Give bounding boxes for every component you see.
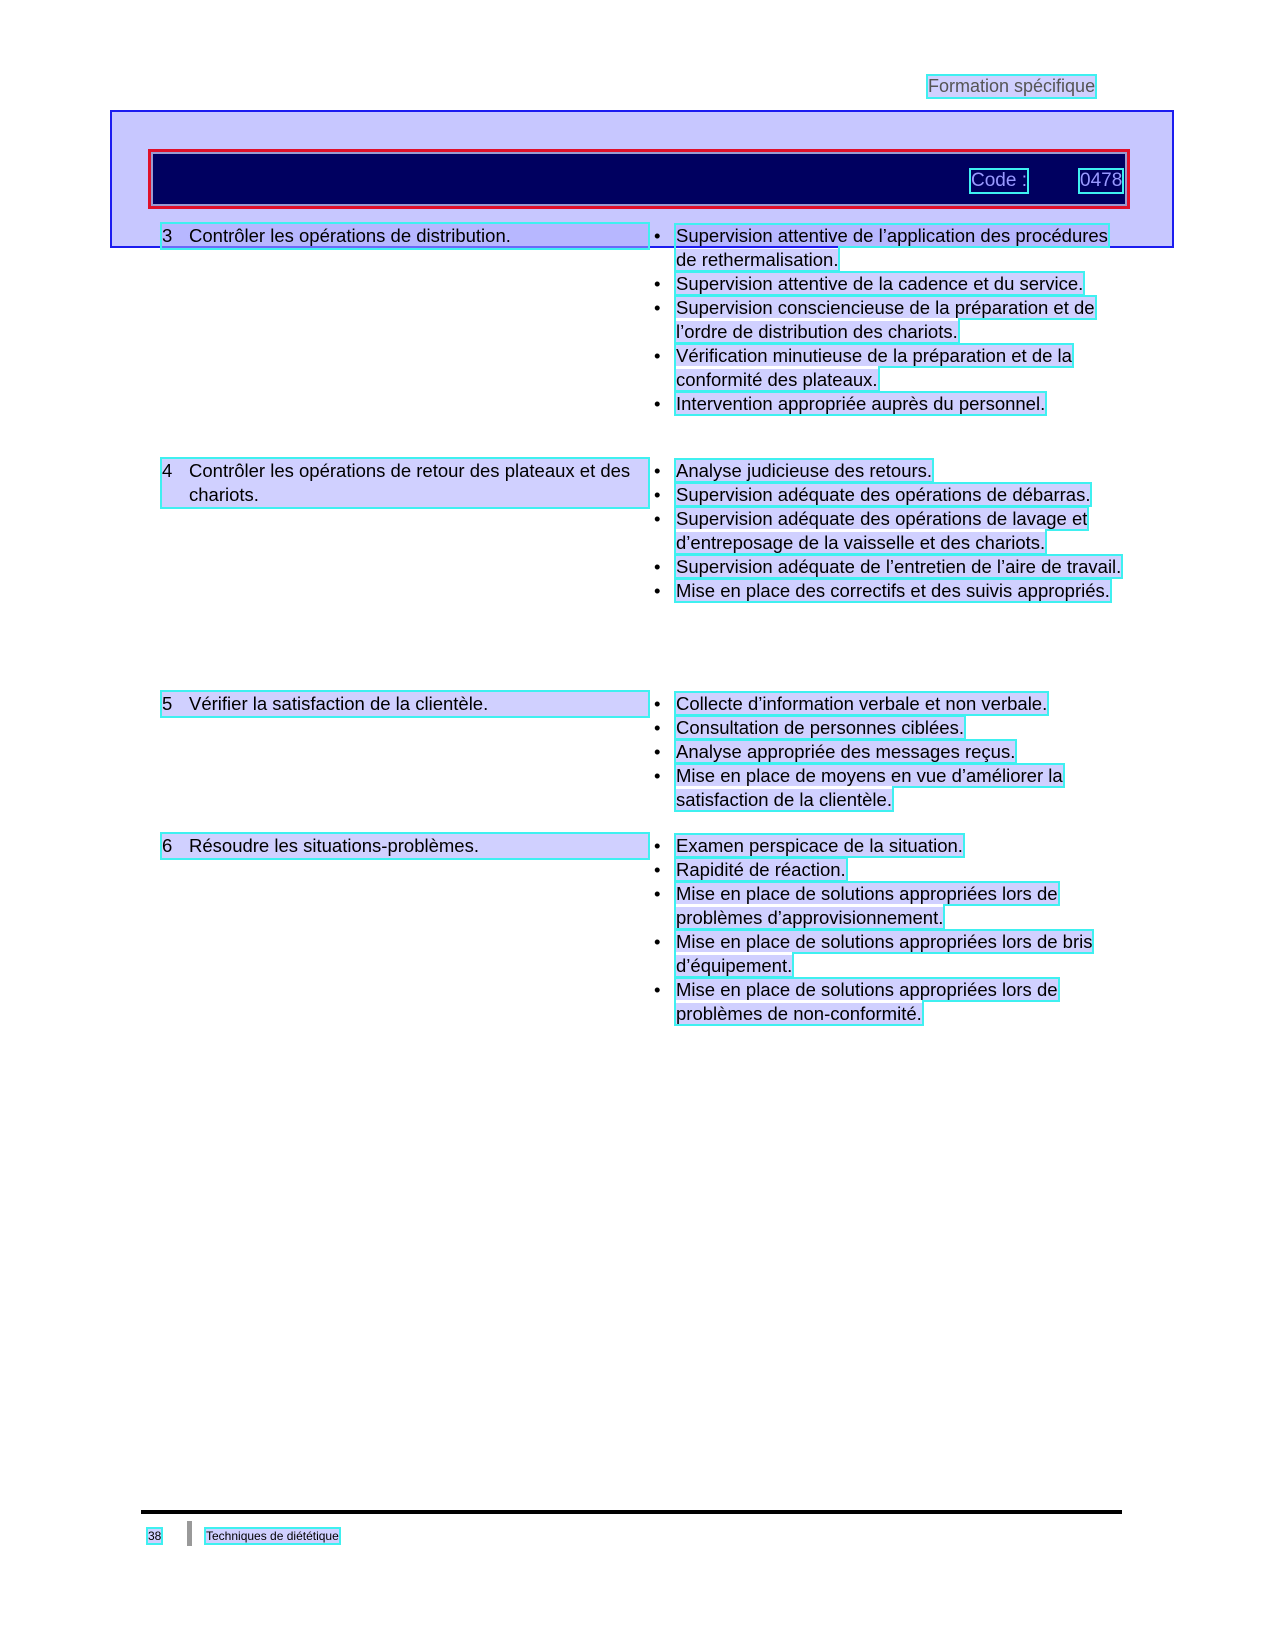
criterion-text: Analyse appropriée des messages reçus. (676, 741, 1016, 762)
criterion-item (654, 344, 1122, 392)
code-label: Code : (971, 170, 1027, 191)
criterion-item (654, 692, 1122, 716)
criterion-item (654, 224, 1122, 272)
criterion-item (654, 296, 1122, 344)
criterion-text: Supervision attentive de l’application des procédures de rethermalisation. (676, 225, 1108, 270)
bullet-icon: • (654, 273, 661, 294)
element-number: 6 (162, 835, 173, 856)
bullet-icon: • (654, 297, 661, 318)
bullet-icon: • (654, 741, 661, 762)
bullet-icon: • (654, 484, 661, 505)
criterion-item (654, 858, 1122, 882)
bullet-icon: • (654, 859, 661, 880)
code-value: 0478 (1080, 170, 1123, 191)
criterion-text: Supervision adéquate des opérations de lavage et d’entreposage de la vaisselle et des chariots. (676, 508, 1088, 553)
criterion-item (654, 459, 1122, 483)
criterion-text: Mise en place de solutions appropriées lors de problèmes d’approvisionnement. (676, 883, 1058, 928)
criterion-item (654, 579, 1122, 603)
section-header: Formation spécifique (928, 76, 1096, 96)
criterion-text: Mise en place de solutions appropriées lors de problèmes de non-conformité. (676, 979, 1058, 1024)
element-number: 4 (162, 460, 173, 481)
criterion-item (654, 716, 1122, 740)
criterion-text: Analyse judicieuse des retours. (676, 460, 933, 481)
bullet-icon: • (654, 556, 661, 577)
criterion-text: Mise en place de moyens en vue d’améliorer la satisfaction de la clientèle. (676, 765, 1063, 810)
bullet-icon: • (654, 580, 661, 601)
bullet-icon: • (654, 979, 661, 1000)
criterion-item (654, 392, 1122, 416)
criterion-item (654, 834, 1122, 858)
page-number: 38 (148, 1529, 162, 1543)
criterion-text: Vérification minutieuse de la préparation et de la conformité des plateaux. (676, 345, 1072, 390)
element-number: 3 (162, 225, 173, 246)
criterion-text: Supervision adéquate des opérations de débarras. (676, 484, 1091, 505)
element-text: Résoudre les situations-problèmes. (189, 835, 479, 856)
criterion-text: Supervision adéquate de l’entretien de l’aire de travail. (676, 556, 1122, 577)
criterion-text: Mise en place des correctifs et des suivis appropriés. (676, 580, 1110, 601)
criterion-item (654, 978, 1122, 1026)
footer-rule (141, 1510, 1122, 1514)
footer-title: Techniques de diététique (206, 1529, 339, 1543)
criterion-text: Examen perspicace de la situation. (676, 835, 963, 856)
criteria-list (654, 224, 1122, 416)
criteria-list (654, 692, 1122, 812)
bullet-icon: • (654, 835, 661, 856)
criterion-text: Mise en place de solutions appropriées lors de bris d’équipement. (676, 931, 1093, 976)
criterion-text: Supervision consciencieuse de la préparation et de l’ordre de distribution des chariots. (676, 297, 1095, 342)
criterion-item (654, 272, 1122, 296)
criterion-text: Consultation de personnes ciblées. (676, 717, 964, 738)
bullet-icon: • (654, 717, 661, 738)
criterion-text: Collecte d’information verbale et non verbale. (676, 693, 1048, 714)
criterion-item (654, 483, 1122, 507)
element-text: Vérifier la satisfaction de la clientèle. (189, 693, 489, 714)
criterion-item (654, 740, 1122, 764)
criterion-item (654, 555, 1122, 579)
criterion-item (654, 882, 1122, 930)
criteria-list (654, 834, 1122, 1026)
bullet-icon: • (654, 225, 661, 246)
bullet-icon: • (654, 883, 661, 904)
bullet-icon: • (654, 393, 661, 414)
bullet-icon: • (654, 508, 661, 529)
bullet-icon: • (654, 345, 661, 366)
criterion-text: Rapidité de réaction. (676, 859, 846, 880)
element-text: Contrôler les opérations de retour des plateaux et des chariots. (189, 460, 631, 505)
bullet-icon: • (654, 460, 661, 481)
element-statement (162, 459, 648, 507)
criterion-item (654, 764, 1122, 812)
criteria-list (654, 459, 1122, 603)
element-statement (162, 834, 648, 858)
element-statement (162, 224, 648, 248)
criterion-text: Intervention appropriée auprès du personnel. (676, 393, 1046, 414)
bullet-icon: • (654, 765, 661, 786)
footer-separator (187, 1521, 192, 1546)
criterion-text: Supervision attentive de la cadence et du service. (676, 273, 1084, 294)
criterion-item (654, 930, 1122, 978)
bullet-icon: • (654, 693, 661, 714)
criterion-item (654, 507, 1122, 555)
element-statement (162, 692, 648, 716)
bullet-icon: • (654, 931, 661, 952)
element-number: 5 (162, 693, 173, 714)
element-text: Contrôler les opérations de distribution. (189, 225, 511, 246)
